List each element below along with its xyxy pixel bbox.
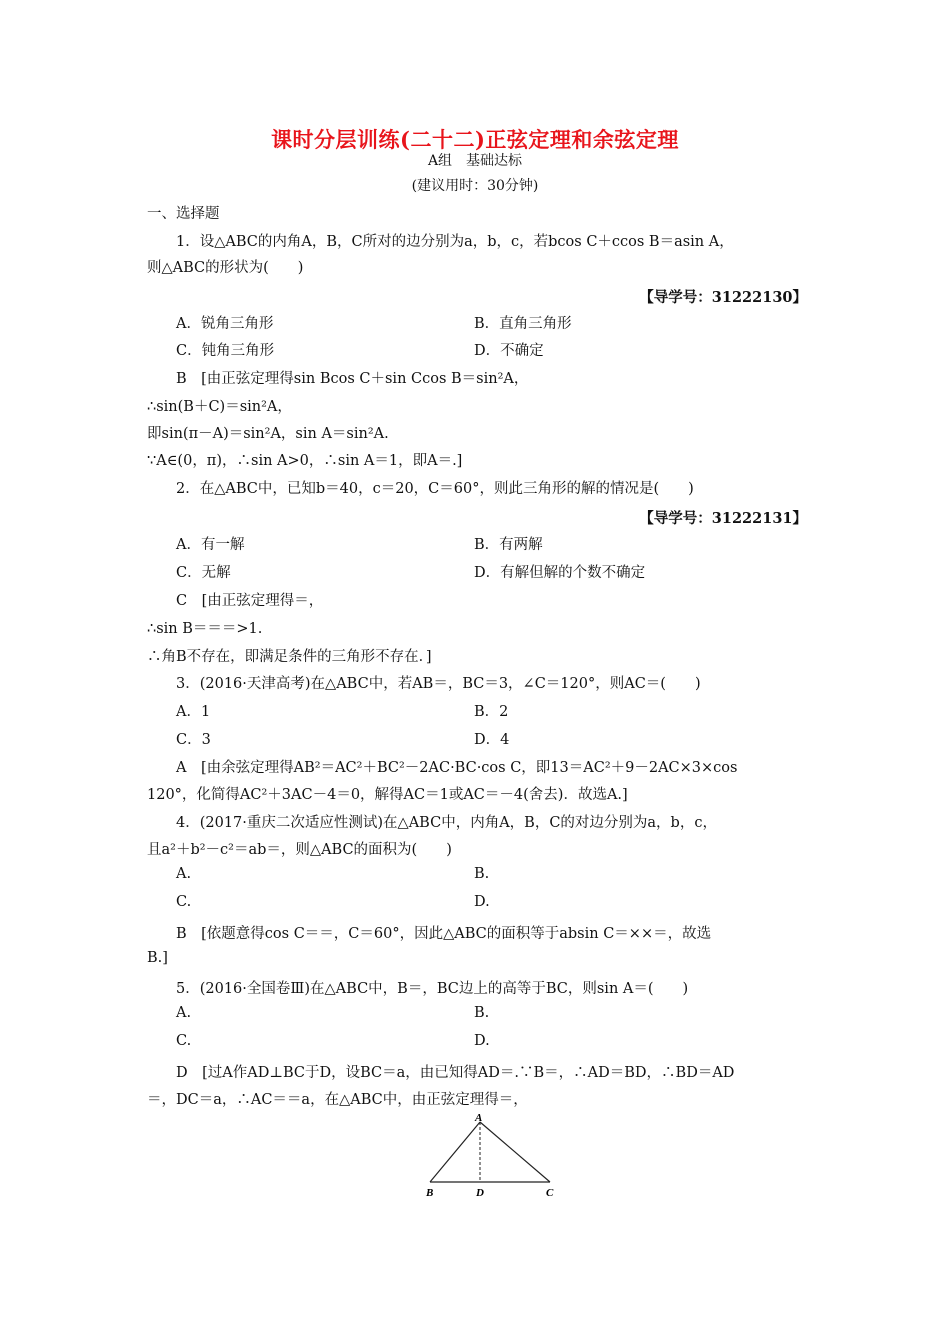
answer-2-line-1: C [由正弦定理得＝， [176,593,324,609]
option-a: A．1 [176,704,211,720]
answer-5-line-2: ＝，DC＝a，∴AC＝＝a，在△ABC中，由正弦定理得＝， [147,1092,528,1108]
vertex-label-a: A [475,1112,483,1124]
option-d: D. [474,1033,490,1049]
triangle-figure [424,1112,564,1202]
option-b: B．有两解 [474,537,543,553]
vertex-label-c: C [546,1187,554,1199]
question-1-line-2: 则△ABC的形状为( ) [147,260,304,276]
answer-2-line-3: ∴角B不存在，即满足条件的三角形不存在．] [147,649,432,665]
answer-1-line-1: B [由正弦定理得sin Bcos C＋sin Ccos B＝sin²A， [176,371,529,387]
option-c: C．无解 [176,565,231,581]
guide-number-2: 【导学号：31222131】 [639,510,807,527]
answer-3-line-2: 120°，化简得AC²＋3AC－4＝0，解得AC＝1或AC＝－4(舍去)．故选A.] [147,787,628,803]
vertex-label-b: B [426,1187,434,1199]
option-a: A. [176,866,192,882]
option-d: D. [474,894,490,910]
option-d: D．有解但解的个数不确定 [474,565,646,581]
time-hint: (建议用时：30分钟) [411,178,539,194]
option-a: A．锐角三角形 [176,316,274,332]
side-ac [480,1122,550,1182]
vertex-label-d: D [476,1187,484,1199]
option-b: B．2 [474,704,509,720]
doc-title: 课时分层训练(二十二)正弦定理和余弦定理 [271,127,679,152]
answer-4-line-2: B.] [147,950,168,966]
option-a: A. [176,1005,192,1021]
option-a: A．有一解 [176,537,245,553]
group-label: A组 基础达标 [427,153,523,169]
option-c: C. [176,894,192,910]
answer-5-line-1: D [过A作AD⊥BC于D，设BC＝a，由已知得AD＝.∵B＝，∴AD＝BD，∴BD＝AD [176,1065,735,1081]
option-b: B. [474,1005,490,1021]
question-4-line-2: 且a²＋b²－c²＝ab＝，则△ABC的面积为( ) [147,842,452,858]
answer-1-line-2: ∴sin(B＋C)＝sin²A， [147,399,292,415]
answer-1-line-4: ∵A∈(0，π)，∴sin A>0，∴sin A＝1，即A＝.] [147,453,463,469]
option-c: C. [176,1033,192,1049]
answer-3-line-1: A [由余弦定理得AB²＝AC²＋BC²－2AC·BC·cos C，即13＝AC²＋9－2AC×3×cos [176,760,738,776]
option-c: C．3 [176,732,211,748]
answer-1-line-3: 即sin(π－A)＝sin²A，sin A＝sin²A. [147,426,389,442]
option-b: B. [474,866,490,882]
question-5-line-1: 5．(2016·全国卷Ⅲ)在△ABC中，B＝，BC边上的高等于BC，则sin A＝( ) [176,981,689,997]
guide-number-1: 【导学号：31222130】 [639,289,807,306]
section-heading: 一、选择题 [147,206,220,222]
answer-4-line-1: B [依题意得cos C＝＝，C＝60°，因此△ABC的面积等于absin C＝××＝，故选 [176,926,712,942]
answer-2-line-2: ∴sin B＝＝＝>1. [147,621,263,637]
question-4-line-1: 4．(2017·重庆二次适应性测试)在△ABC中，内角A，B，C的对边分别为a，b，c， [176,815,717,831]
option-d: D．4 [474,732,510,748]
option-d: D．不确定 [474,343,544,359]
side-ab [430,1122,480,1182]
option-b: B．直角三角形 [474,316,572,332]
question-3-line-1: 3．(2016·天津高考)在△ABC中，若AB＝，BC＝3，∠C＝120°，则AC＝( ) [176,676,701,692]
question-1-line-1: 1．设△ABC的内角A，B，C所对的边分别为a，b，c，若bcos C＋ccos B＝asin A， [176,234,734,250]
option-c: C．钝角三角形 [176,343,275,359]
question-2-line-1: 2．在△ABC中，已知b＝40，c＝20，C＝60°，则此三角形的解的情况是( ) [176,481,694,497]
